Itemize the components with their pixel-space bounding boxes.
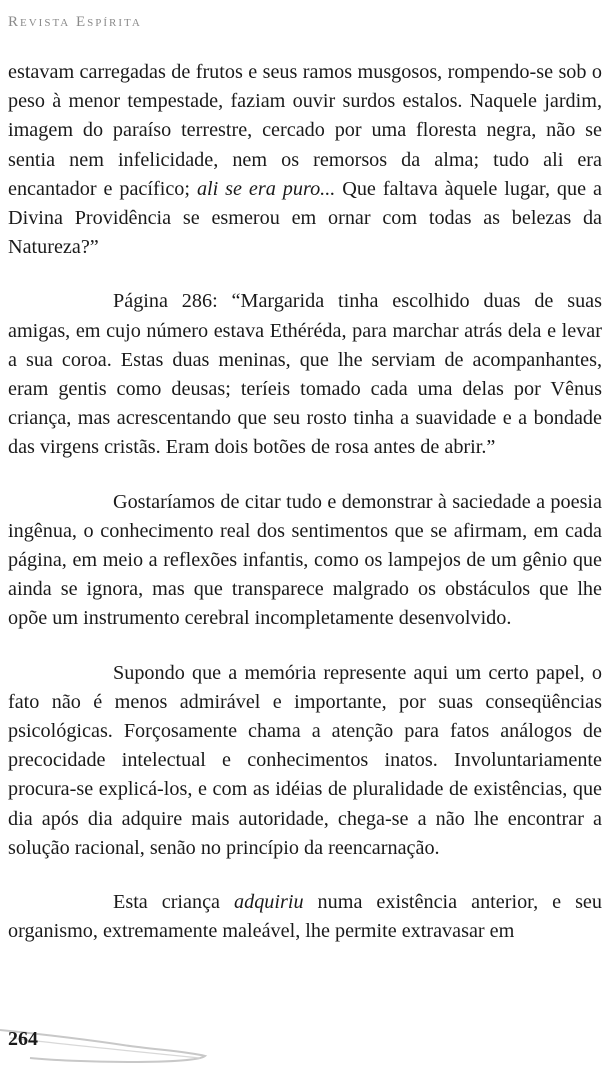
paragraph-text: numa existência anterior, e seu organismo, extremamente maleável, lhe permite extravasar em — [8, 891, 602, 943]
italic-word: adquiriu — [234, 891, 304, 914]
page-body — [8, 58, 602, 946]
paragraph-text: estavam carregadas de frutos e seus ramos musgosos, rompendo-se sob o peso à menor tempestade, faziam ouvir surdos estalos. Naquele jardim, imagem do paraíso terrestre, cercado por uma floresta negra, não se sentia nem infelicidade, nem os remorsos da alma; tudo ali era encantador e pacífico; — [8, 61, 602, 200]
paragraph-continuation — [8, 58, 602, 262]
paragraph-commentary: Gostaríamos de citar tudo e demonstrar à saciedade a poesia ingênua, o conhecimento real dos sentimentos que se afirmam, em cada página, em meio a reflexões infantis, como os lampejos de um gênio que ainda se ignora, mas que transparece malgrado os obstáculos que lhe opõe um instrumento cerebral incompletamente desenvolvido. — [8, 490, 602, 630]
paragraph-text: Esta criança — [113, 891, 235, 914]
paragraph-text: Que faltava àquele lugar, que a Divina Providência se esmerou em ornar com todas as belezas da Natureza?” — [8, 177, 602, 259]
running-head: Revista Espírita — [8, 14, 142, 30]
paragraph-quote-page-286: Página 286: “Margarida tinha escolhido duas de suas amigas, em cujo número estava Ethéréda, para marchar atrás dela e levar a sua coroa. Estas duas meninas, que lhe serviam de acompanhantes, eram gentis como deusas; teríeis tomado cada uma delas por Vênus criança, mas acrescentando que seu rosto tinha a suavidade e a bondade das virgens cristãs. Eram dois botões de rosa antes de abrir.” — [8, 290, 602, 459]
paragraph-reincarnation: Supondo que a memória represente aqui um certo papel, o fato não é menos admirável e importante, por suas conseqüências psicológicas. Forçosamente chama a atenção para fatos análogos de precocidade intelectual e conhecimentos inatos. Involuntariamente procura-se explicá-los, e com as idéias de pluralidade de existências, que dia após dia adquire mais autoridade, chega-se a não lhe encontrar a solução racional, senão no princípio da reencarnação. — [8, 661, 602, 859]
italic-phrase: ali se era puro... — [196, 177, 336, 200]
paragraph-final — [8, 888, 602, 946]
page-number: 264 — [8, 1028, 38, 1050]
